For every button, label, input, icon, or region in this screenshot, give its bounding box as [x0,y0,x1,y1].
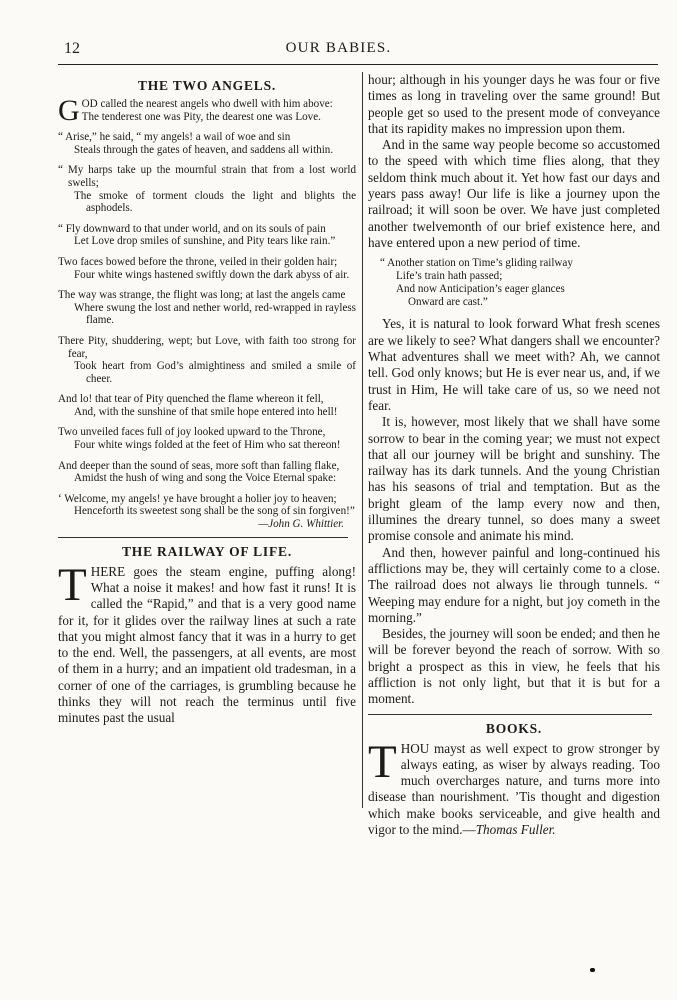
verse-quote [380,257,660,308]
section-rule [58,537,348,538]
section-rule [368,714,652,715]
paragraph: THOU mayst as well expect to grow stronger by always eating, as wiser by always reading. Too much overcharges nature, and turns more into disease than nourishment. ’Tis thought and digestion which make books serviceable, and give health and vigor to the mind.—Thomas Fuller. [368,735,660,838]
paragraph: And then, however painful and long-continued his afflictions may be, they will certainly come to a close. The railroad does not always lie through tunnels. “ Weeping may endure for a night, but joy cometh in the morning.” [368,544,660,625]
poem-stanza: And deeper than the sound of seas, more soft than falling flake, Amidst the hush of wing and song the Voice Eternal spake: [58,459,340,485]
poem-dropcap: G [58,94,80,127]
poem-title: THE TWO ANGELS. [137,78,277,93]
poem-stanza [58,94,356,127]
running-title: OUR BABIES. [285,40,392,56]
article-body-continued [368,72,660,251]
poem-stanza: “ Fly downward to that under world, and on its souls of pain Let Love drop smiles of sunshine, and Pity tears like rain.” [58,222,336,248]
left-column [58,72,356,727]
books-dropcap: T [368,735,397,788]
quote-line: “ Another station on Time’s gliding railway [380,257,573,270]
poem-stanza: There Pity, shuddering, wept; but Love, with faith too strong for fear, Took heart from God’s almightiness and smiled a smile of cheer. [58,334,356,385]
article-body [58,558,356,727]
page-number: 12 [64,40,80,57]
right-column [368,72,660,838]
paragraph: And in the same way people become so accustomed to the speed with which time flies along, that they seldom think much about it. Yet how fast our days and years pass away! Our life is like a journey upon the railroad; it will soon be over. We have just completed another twelvemonth of our brief existence here, and have entered upon a new period of time. [368,137,660,250]
column-divider [362,72,363,808]
paragraph: hour; although in his younger days he was four or five times as long in traveling over the same ground! But people get so used to the present mode of conveyance that its rapidity makes no impression upon them. [368,72,660,136]
paragraph: Besides, the journey will soon be ended; and then he will be forever beyond the reach of sorrow. With so bright a prospect as this in view, he feels that his affliction is not only light, but that it is but for a moment. [368,626,660,707]
poem-stanza: And lo! that tear of Pity quenched the flame whereon it fell, And, with the sunshine of that smile hope entered into hell! [58,393,338,418]
quote-line: Life’s train hath passed; [396,270,503,283]
article-body-continued [368,316,660,707]
ink-mark [590,968,595,972]
poem-stanza: Two unveiled faces full of joy looked upward to the Throne, Four white wings folded at the feet of Him who sat thereon! [58,426,341,452]
paragraph: Yes, it is natural to look forward What fresh scenes are we likely to see? What dangers shall we encounter? What adventures shall we meet with? Ah, we cannot tell. God only knows; but He is ever near us, and, if we trust in Him, He will take care of us, so we need not fear. [368,316,660,413]
paragraph: It is, however, most likely that we shall have some sorrow to bear in the coming year; we must not expect that all our journey will be bright and sunshiny. The railway has its dark tunnels. And the young Christian has his seasons of trial and temptation. But as the bright gleam of the lamp every now and then, illumines the dreary tunnel, so does many a sweet promise console and animate his mind. [368,414,660,544]
paragraph: THERE goes the steam engine, puffing along! What a noise it makes! and how fast it runs! It is called the “Rapid,” and that is a very good name for it, for it glides over the railway lines at such a rate that you might almost fancy that it was in a hurry to get to the end. Well, the passengers, at all events, are most of them in a hurry; and an impatient old tradesman, in a corner of one of the carriages, is grumbling because he thinks they will not reach the terminus until five minutes past the usual [58,558,356,726]
quote-line: And now Anticipation’s eager glances [396,282,565,295]
article-dropcap: T [58,558,87,611]
books-author: Thomas Fuller. [475,822,556,838]
poem-line: GOD called the nearest angels who dwell with him above: [58,94,333,127]
poem-attribution: —John G. Whittier. [258,518,344,531]
poem-stanza: “ Arise,” he said, “ my angels! a wail of woe and sin Steals through the gates of heaven, and saddens all within. [58,131,334,156]
header-rule [58,64,658,65]
article-title: THE RAILWAY OF LIFE. [121,543,293,559]
poem-body [58,94,356,531]
quote-line: Onward are cast.” [408,295,488,308]
poem-stanza: ‘ Welcome, my angels! ye have brought a holier joy to heaven; Henceforth its sweetest song shall be the song of sin forgiven!” [58,492,355,518]
poem-stanza: The way was strange, the flight was long; at last the angels came Where swung the lost and nether world, red-wrapped in rayless flame. [58,289,356,327]
poem-stanza: “ My harps take up the mournful strain that from a lost world swells; The smoke of torment clouds the light and blights the asphodels. [58,164,356,215]
poem-line: The tenderest one was Pity, the dearest one was Love. [81,110,321,123]
books-body [368,735,660,839]
books-title: BOOKS. [485,720,543,736]
poem-stanza: Two faces bowed before the throne, veiled in their golden hair; Four white wings hastened swiftly down the dark abyss of air. [58,255,350,281]
